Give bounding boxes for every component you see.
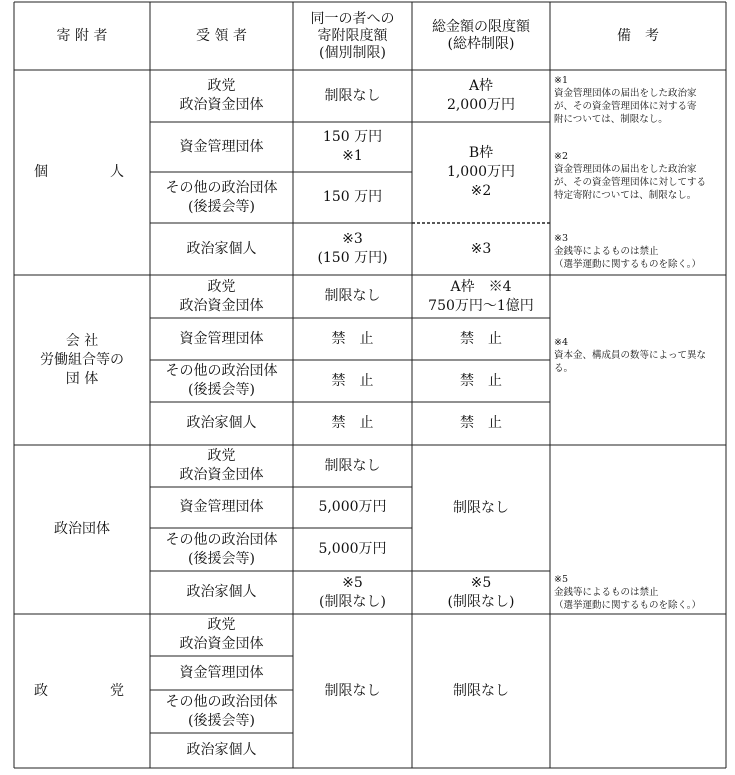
pg-total-limit [412,445,550,571]
party-individual-limit [293,614,412,768]
company-recipient-politician [150,402,293,445]
political-group-recipient-fund-line: 資金管理団体 [179,499,264,515]
individual-recipient-other [150,172,293,223]
company-total-politician [412,402,550,445]
pg-party-limit [293,445,412,487]
pg-politician-limit-line: (制限なし) [319,593,386,610]
header-individual-limit [293,2,412,70]
note-4 [554,336,724,375]
party-individual-limit-line: 制限なし [324,682,381,699]
note-4-line: ※4 [554,337,569,348]
company-recipient-fund-line: 資金管理団体 [179,330,264,347]
company-recipient-party-line: 政党 [207,278,236,295]
donor-company [14,275,150,445]
header-recipient-line: 受 領 者 [196,27,247,44]
note-5-line: ※5 [554,574,569,585]
individual-total-politician-line: ※3 [470,240,492,257]
individual-other-limit [293,172,412,223]
individual-fund-limit [293,122,412,172]
individual-recipient-politician-line: 政治家個人 [186,240,257,257]
individual-recipient-party-line: 政治資金団体 [179,97,264,113]
individual-politician-limit [293,223,412,275]
note-1-line: ※1 [554,75,569,86]
political-group-recipient-other-line: その他の政治団体 [165,531,278,548]
company-recipient-other-line: その他の政治団体 [165,363,278,379]
donor-political-group [14,445,150,614]
individual-recipient-fund-line: 資金管理団体 [179,138,264,155]
donor-company-line: 労働組合等の [40,351,124,368]
company-fund-limit [293,318,412,360]
pg-total-politician [412,571,550,614]
company-total-a-line: 750万円～1億円 [428,297,534,314]
note-1-line: 資金管理団体の届出をした政治家 [554,88,697,99]
individual-fund-limit-line: 150 万円 [322,129,383,145]
individual-other-limit-line: 150 万円 [322,189,383,205]
donor-individual-line: 人 [110,164,124,180]
company-politician-limit [293,402,412,445]
individual-recipient-party [150,70,293,122]
party-recipient-party-line: 政党 [207,617,236,633]
pg-total-politician-line: (制限なし) [447,593,515,610]
header-total-limit-line: (総枠制限) [447,36,515,52]
company-other-limit-line: 禁 止 [331,372,374,389]
individual-party-limit [293,70,412,122]
note-2-line: が、その資金管理団体に対してする [554,177,707,188]
company-recipient-fund [150,318,293,360]
company-total-fund-line: 禁 止 [460,330,502,347]
pg-total-politician-line: ※5 [470,574,492,591]
individual-total-b [412,122,550,223]
note-3-line: （選挙運動に関するものを除く。） [554,259,702,270]
company-party-limit [293,275,412,318]
party-recipient-other [150,690,293,733]
company-recipient-party [150,275,293,318]
party-recipient-politician [150,733,293,768]
company-recipient-other-line: (後援会等) [188,382,255,398]
donor-party-line: 政 [34,682,48,699]
party-recipient-party [150,614,293,656]
pg-total-limit-line: 制限なし [453,499,509,516]
company-recipient-other [150,360,293,402]
political-group-recipient-party-line: 政治資金団体 [179,467,264,483]
political-group-recipient-other-line: (後援会等) [188,550,255,567]
individual-recipient-other-line: その他の政治団体 [165,179,278,196]
political-group-recipient-politician-line: 政治家個人 [186,584,257,600]
pg-other-limit [293,528,412,571]
company-fund-limit-line: 禁 止 [331,330,374,347]
header-donor [14,2,150,70]
company-total-fund [412,318,550,360]
political-group-recipient-fund [150,487,293,528]
header-individual-limit-line: (個別制限) [319,44,386,61]
pg-fund-limit [293,487,412,528]
party-total-limit [412,614,550,768]
company-other-limit [293,360,412,402]
note-1 [554,74,724,126]
company-recipient-politician-line: 政治家個人 [186,415,257,431]
company-total-politician-line: 禁 止 [460,415,502,431]
individual-total-a-line: A枠 [468,78,494,94]
company-total-other-line: 禁 止 [460,372,502,389]
pg-politician-limit-line: ※5 [342,574,363,591]
individual-recipient-party-line: 政党 [207,78,236,94]
party-recipient-fund-line: 資金管理団体 [179,664,264,681]
company-recipient-party-line: 政治資金団体 [179,297,264,314]
individual-total-b-line: 1,000万円 [446,164,516,180]
pg-politician-limit [293,571,412,614]
donor-party [14,614,150,768]
political-group-recipient-politician [150,571,293,614]
company-politician-limit-line: 禁 止 [331,415,374,431]
individual-recipient-fund [150,122,293,172]
header-total-limit-line: 総金額の限度額 [432,19,530,35]
individual-politician-limit-line: ※3 [342,231,363,247]
individual-party-limit-line: 制限なし [324,87,381,104]
note-2 [554,150,724,202]
header-individual-limit-line: 同一の者への [310,10,395,27]
note-1-line: 附については、制限なし。 [554,114,668,125]
party-recipient-other-line: (後援会等) [188,712,255,729]
individual-recipient-politician [150,223,293,275]
individual-total-b-line: ※2 [470,183,492,199]
header-remarks-line: 備 考 [617,27,659,44]
donor-company-line: 会 社 [65,332,99,349]
political-group-recipient-party-line: 政党 [207,448,236,464]
donor-company-line: 団 体 [65,370,99,387]
company-total-a [412,275,550,318]
note-2-line: ※2 [554,151,569,162]
note-3 [554,232,724,271]
donor-party-line: 党 [110,682,124,699]
header-remarks [550,2,726,70]
party-total-limit-line: 制限なし [453,682,509,699]
political-group-recipient-party [150,445,293,487]
donor-political-group-line: 政治団体 [54,521,110,537]
individual-fund-limit-line: ※1 [342,148,363,164]
company-total-other [412,360,550,402]
individual-recipient-other-line: (後援会等) [188,198,255,215]
header-donor-line: 寄 附 者 [56,27,108,44]
party-recipient-fund [150,656,293,690]
individual-total-a [412,70,550,122]
party-recipient-other-line: その他の政治団体 [165,693,278,710]
company-total-a-line: A枠 ※4 [450,278,512,295]
header-recipient [150,2,293,70]
pg-other-limit-line: 5,000万円 [318,541,387,557]
donor-individual-line: 個 [34,164,48,180]
note-3-line: ※3 [554,233,569,244]
political-group-recipient-other [150,528,293,571]
individual-total-b-line: B枠 [468,145,494,161]
note-4-line: 資本金、構成員の数等によって異な [554,350,707,361]
pg-fund-limit-line: 5,000万円 [318,499,387,515]
individual-politician-limit-line: (150 万円) [317,250,388,266]
company-party-limit-line: 制限なし [324,288,381,304]
pg-party-limit-line: 制限なし [324,457,381,474]
header-total-limit [412,2,550,70]
note-3-line: 金銭等によるものは禁止 [554,246,659,257]
note-5-line: （選挙運動に関するものを除く。） [554,600,702,611]
note-5 [554,573,724,612]
individual-total-a-line: 2,000万円 [446,97,516,113]
header-individual-limit-line: 寄附限度額 [317,27,388,44]
note-1-line: が、その資金管理団体に対する寄 [554,101,697,112]
note-5-line: 金銭等によるものは禁止 [554,587,659,598]
note-4-line: る。 [554,363,574,374]
party-recipient-politician-line: 政治家個人 [186,742,257,758]
note-2-line: 特定寄附については、制限なし。 [554,190,697,201]
note-2-line: 資金管理団体の届出をした政治家 [554,164,697,175]
party-recipient-party-line: 政治資金団体 [179,636,264,652]
individual-total-politician [412,223,550,275]
donor-individual [14,70,150,275]
